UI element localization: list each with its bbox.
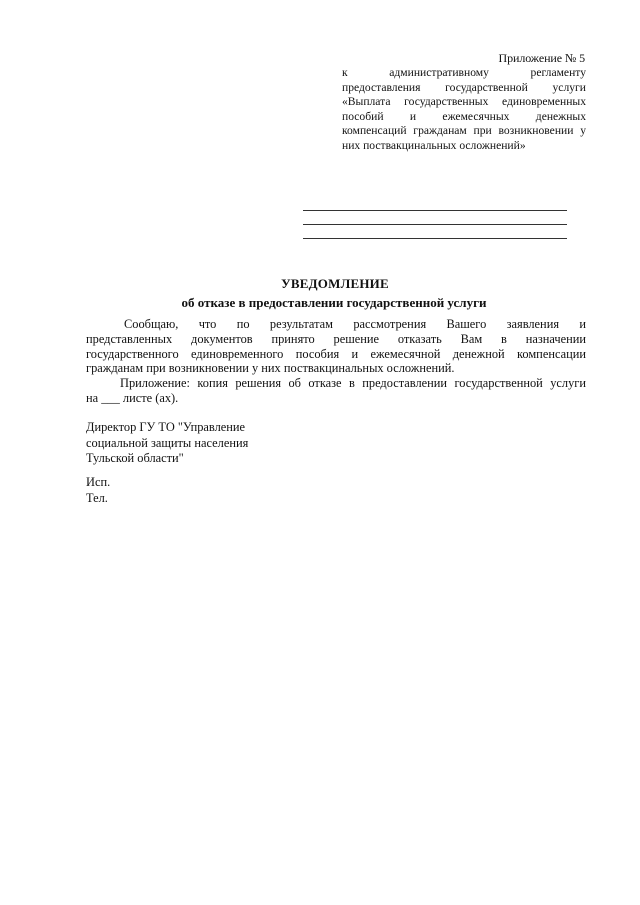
- contacts-block: [86, 475, 110, 506]
- appendix-line: них поствакцинальных осложнений»: [342, 138, 526, 152]
- executor-label: Исп.: [86, 475, 111, 489]
- attachment-line: на ___ листе (ах).: [86, 390, 179, 405]
- appendix-line: «Выплата государственных единовременных: [342, 95, 586, 108]
- signature-block: [86, 420, 248, 467]
- blank-line: [303, 211, 567, 225]
- appendix-line: предоставления государственной услуги: [342, 80, 586, 94]
- appendix-title: Приложение № 5: [498, 51, 585, 65]
- notice-title: УВЕДОМЛЕНИЕ: [281, 276, 389, 291]
- paragraph-line: Сообщаю, что по результатам рассмотрения Вашего заявления и: [124, 317, 586, 331]
- appendix-line: компенсаций гражданам при возникновении у: [342, 124, 586, 137]
- blank-line: [303, 203, 567, 211]
- appendix-line: к административному регламенту: [342, 66, 586, 79]
- notice-body: [86, 317, 586, 406]
- paragraph-line: государственного единовременного пособия и ежемесячной денежной компенсации: [86, 346, 586, 361]
- paragraph-line: гражданам при возникновении у них поствакцинальных осложнений.: [86, 361, 455, 376]
- notice-subtitle: об отказе в предоставлении государственной услуги: [181, 295, 487, 310]
- attachment-line: Приложение: копия решения об отказе в предоставлении государственной услуги: [120, 376, 586, 391]
- blank-line: [303, 225, 567, 239]
- signature-line: Тульской области": [86, 451, 184, 466]
- signature-line: Директор ГУ ТО "Управление: [86, 420, 246, 434]
- signature-line: социальной защиты населения: [86, 435, 249, 450]
- notice-title-block: [0, 276, 640, 311]
- appendix-body: [342, 66, 586, 153]
- paragraph-line: представленных документов принято решение отказать Вам в назначении: [86, 331, 586, 346]
- recipient-blank-lines: [303, 203, 567, 239]
- phone-label: Тел.: [86, 490, 108, 505]
- appendix-line: пособий и ежемесячных денежных: [342, 109, 586, 123]
